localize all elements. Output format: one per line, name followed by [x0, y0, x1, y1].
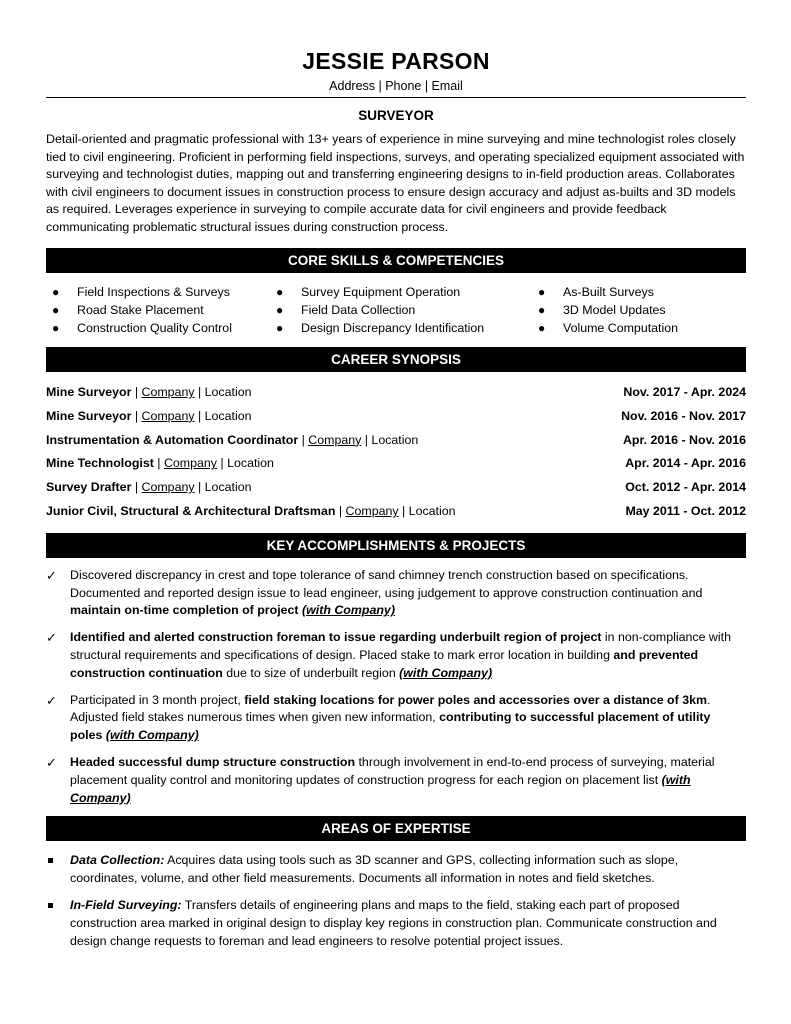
career-row: [46, 502, 746, 526]
company-name: Company: [345, 503, 399, 518]
expertise-heading: AREAS OF EXPERTISE: [46, 816, 746, 841]
job-location: Location: [408, 503, 456, 518]
company-name: Company: [141, 408, 195, 423]
career-list: [46, 383, 746, 526]
separator: |: [131, 385, 142, 399]
job-title: Junior Civil, Structural & Architectural Draftsman: [46, 503, 336, 518]
bullet-icon: ●: [538, 321, 546, 335]
skill-item: ● Construction Quality Control: [52, 321, 232, 335]
separator: |: [361, 432, 372, 447]
accomplishment-text: and prevented construction continuation: [70, 647, 699, 680]
career-role-line: [46, 454, 274, 478]
separator: |: [335, 503, 346, 518]
accomplishment-text: in non-compliance with structural requirements and specifications of design. Placed stake to mark error location in building: [70, 630, 731, 662]
career-heading: CAREER SYNOPSIS: [46, 347, 746, 372]
square-bullet-icon: [48, 903, 53, 908]
company-name: Company: [141, 480, 195, 495]
accomplishment-text: through involvement in end-to-end process of surveying, material placement quality control and monitoring updates of construction progress for each region on placement list: [70, 754, 715, 787]
company-name: Company: [141, 385, 195, 399]
accomplishment-text: Discovered discrepancy in crest and tope tolerance of sand chimney trench construction based on specifications. Documented and reported design issue to lead engineer, using judgement to approve construction continuation and: [70, 567, 703, 600]
company-name: Company: [308, 432, 362, 447]
bullet-icon: ●: [52, 303, 60, 317]
job-dates: May 2011 - Oct. 2012: [625, 503, 746, 518]
career-row: [46, 383, 746, 407]
bullet-icon: ●: [276, 321, 284, 335]
header-divider: [46, 97, 746, 98]
role-title: SURVEYOR: [358, 108, 434, 123]
bullet-icon: ●: [52, 321, 60, 335]
career-row: [46, 407, 746, 431]
accomplishments-heading: KEY ACCOMPLISHMENTS & PROJECTS: [46, 533, 746, 558]
job-dates: Nov. 2016 - Nov. 2017: [621, 408, 746, 423]
bullet-icon: ●: [538, 303, 546, 317]
job-location: Location: [204, 408, 252, 423]
expertise-text: Acquires data using tools such as 3D scanner and GPS, collecting information such as slope, coordinates, volume, and other field measurements. Documents all information in notes and field sketches.: [70, 853, 679, 886]
checkmark-icon: ✓: [46, 754, 57, 770]
skills-column-1: [46, 283, 270, 337]
accomplishment-text: contributing to successful placement of utility poles: [70, 710, 711, 743]
accomplishment-text: due to size of underbuilt region: [222, 665, 400, 680]
company-tag: (with Company): [105, 728, 199, 743]
skill-item: ● Field Inspections & Surveys: [52, 285, 230, 299]
accomplishment-text: . Adjusted field stakes numerous times when given new information,: [70, 692, 711, 725]
expertise-item: [46, 852, 746, 888]
separator: |: [153, 456, 164, 471]
job-title: Survey Drafter: [46, 480, 132, 495]
skill-item: ● 3D Model Updates: [538, 303, 666, 317]
skill-item: ● Road Stake Placement: [52, 303, 204, 317]
separator: |: [216, 456, 228, 471]
resume-page: [46, 0, 746, 959]
career-row: [46, 478, 746, 502]
career-row: [46, 431, 746, 455]
skill-item: ● Field Data Collection: [276, 303, 416, 317]
separator: |: [298, 432, 309, 447]
accomplishments-list: [46, 567, 746, 808]
checkmark-icon: ✓: [46, 567, 57, 583]
separator: |: [194, 480, 205, 495]
career-role-line: [46, 502, 456, 526]
separator: |: [398, 503, 409, 518]
accomplishment-text: Identified and alerted construction foreman to issue regarding underbuilt region of project: [70, 630, 602, 645]
expertise-text: Transfers details of engineering plans and maps to the field, staking each part of proposed construction area marked in original design to display key regions in construction plan. Communicate construction and design change requests to foreman and lead engineers to resolve potential project issues.: [70, 897, 717, 948]
career-role-line: [46, 407, 252, 431]
skills-list: [46, 283, 746, 337]
bullet-icon: ●: [276, 303, 284, 317]
skill-item: ● Volume Computation: [538, 321, 679, 335]
bullet-icon: ●: [52, 285, 60, 299]
career-role-line: [46, 431, 418, 455]
job-dates: Oct. 2012 - Apr. 2014: [625, 480, 746, 495]
skill-item: ● As-Built Surveys: [538, 285, 654, 299]
separator: |: [131, 408, 142, 423]
skill-item: ● Design Discrepancy Identification: [276, 321, 485, 335]
accomplishment-item: [46, 754, 746, 807]
company-tag: (with Company): [302, 603, 395, 618]
job-dates: Apr. 2014 - Apr. 2016: [625, 456, 746, 471]
skills-column-3: [532, 283, 746, 337]
job-dates: Nov. 2017 - Apr. 2024: [623, 385, 746, 399]
career-role-line: [46, 383, 252, 407]
skills-column-2: [270, 283, 532, 337]
job-dates: Apr. 2016 - Nov. 2016: [622, 432, 746, 447]
accomplishment-item: [46, 692, 746, 745]
company-tag: (with Company): [70, 772, 691, 805]
job-title: Instrumentation & Automation Coordinator: [46, 432, 299, 447]
job-location: Location: [371, 432, 419, 447]
company-name: Company: [163, 456, 217, 471]
expertise-list: [46, 852, 746, 950]
bullet-icon: ●: [276, 285, 284, 299]
company-tag: (with Company): [399, 665, 493, 680]
career-row: [46, 454, 746, 478]
separator: |: [131, 480, 142, 495]
bullet-icon: ●: [538, 285, 546, 299]
job-title: Mine Surveyor: [46, 408, 132, 423]
career-role-line: [46, 478, 252, 502]
candidate-name: JESSIE PARSON: [302, 48, 490, 74]
accomplishment-text: Participated in 3 month project,: [70, 692, 245, 707]
checkmark-icon: ✓: [46, 692, 57, 708]
expertise-label: In-Field Surveying:: [70, 897, 182, 912]
job-location: Location: [227, 456, 274, 471]
contact-line: Address | Phone | Email: [329, 79, 463, 93]
accomplishment-text: field staking locations for power poles and accessories over a distance of 3km: [244, 692, 707, 707]
expertise-label: Data Collection:: [70, 853, 165, 868]
accomplishment-text: maintain on-time completion of project: [70, 603, 299, 618]
skills-heading: CORE SKILLS & COMPETENCIES: [46, 248, 746, 273]
job-location: Location: [204, 385, 252, 399]
separator: |: [194, 408, 205, 423]
accomplishment-item: [46, 567, 746, 620]
square-bullet-icon: [48, 858, 53, 863]
separator: |: [194, 385, 205, 399]
accomplishment-text: Headed successful dump structure construction: [70, 754, 356, 769]
job-title: Mine Surveyor: [46, 385, 132, 399]
accomplishment-item: [46, 629, 746, 682]
job-location: Location: [204, 480, 252, 495]
skill-item: ● Survey Equipment Operation: [276, 285, 461, 299]
expertise-item: [46, 897, 746, 950]
professional-summary: Detail-oriented and pragmatic professional with 13+ years of experience in mine surveying and mine technologist roles closely tied to civil engineering. Proficient in performing field inspections, surveys, and operating specialized equipment associated with surveying and technologist duties, mapping out and transferring engineering designs to in-field production areas. Collaborates with civil engineers to document issues in construction process to ensure design accuracy and adjust as-builts and 3D models as required. Leverages experience in surveying to compile accurate data for civil engineers and provide feedback communicating problematic structural issues during construction process.: [46, 132, 745, 234]
checkmark-icon: ✓: [46, 630, 57, 646]
job-title: Mine Technologist: [46, 456, 154, 471]
